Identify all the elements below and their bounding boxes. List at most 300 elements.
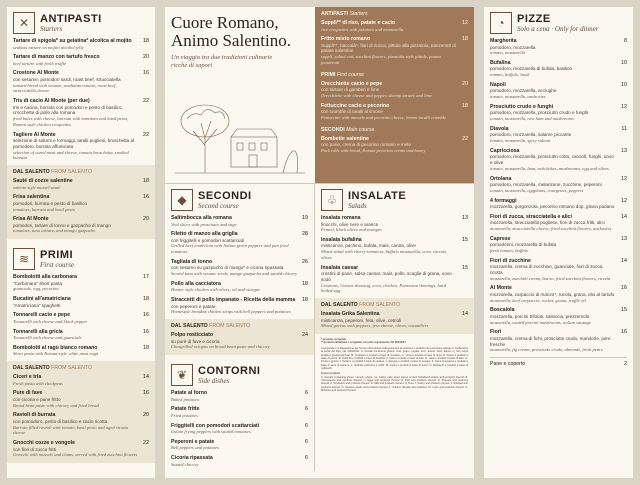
item-name: Tartare di spigola* su gelatina* alcolica al mojito <box>13 38 132 44</box>
item-name: Tagliata di tonno <box>171 258 213 265</box>
antipasti-header <box>7 7 155 38</box>
item-translation: tomato, buffalo, basil <box>490 72 530 78</box>
item-description: mozzarella, carpaccio di manzo*, rucola, grana, olio al tartufo <box>490 291 615 297</box>
item-price: 8 <box>624 38 627 44</box>
item-price: 19 <box>302 215 308 221</box>
item-translation: Mixed salad with cherry tomatoes, buffalo mozzarella, corn, carrots, olives <box>321 249 448 260</box>
item-translation: Bell peppers and potatoes <box>171 445 219 451</box>
item-description: pomodoro, mozzarella <box>490 44 536 50</box>
menu-item <box>321 36 468 65</box>
item-name: 4 formaggi <box>490 197 517 204</box>
item-translation: salento style mussel sauté <box>13 184 61 190</box>
section-subtitle: Salads <box>348 202 367 210</box>
menu-item <box>7 329 155 341</box>
section-title: SECONDI <box>198 190 252 202</box>
band-title: DAL SALENTO FROM SALENTO <box>321 302 400 309</box>
item-translation: Homestyle breaded chicken strips with bell peppers and potatoes <box>171 309 291 315</box>
item-name: Fiori di zucchine <box>490 257 531 264</box>
item-description: mozzarella, gorgonzola, pecorino romano dop, grana padano <box>490 204 615 210</box>
item-name: Insalata Grika Salentina <box>321 311 380 318</box>
item-name: Tonnarelli alla gricia <box>13 328 63 335</box>
item-translation: tomatoes, burrata and basil pesto <box>13 206 75 212</box>
menu-item <box>315 215 474 233</box>
item-translation: Tonnarelli with cheese and guanciale <box>13 335 82 341</box>
menu-item <box>315 265 474 294</box>
right-primi-head: PRIMI First course <box>321 71 364 78</box>
menu-item <box>321 81 468 99</box>
menu-item <box>7 440 155 458</box>
item-description: pomodori, burrata e pesto di basilico <box>13 200 88 206</box>
antipasti-salento-band <box>7 165 155 239</box>
right-secondi-head: SECONDI Main course <box>321 126 375 133</box>
menu-item <box>484 38 633 56</box>
item-name: Diavola <box>490 125 509 132</box>
item-name: Gnocchi cozze e vongole <box>13 440 75 447</box>
item-description: con fiori di zucca fritti <box>13 446 56 452</box>
menu-item <box>7 296 155 308</box>
item-name: Fiori di zucca, stracciatella e alici <box>490 213 572 220</box>
insalate-salento-band <box>315 298 474 334</box>
item-price: 16 <box>621 285 627 292</box>
lower-row <box>165 183 474 471</box>
item-description: pomodori, tartare di tonno e gazpacho di mango <box>13 222 111 228</box>
item-translation: tomatoes, tuna tartare, and mango gazpacho <box>13 228 96 234</box>
item-price: 20 <box>462 80 468 87</box>
menu-item <box>7 274 155 292</box>
item-name: Friggitelli con pomodori scattarciati <box>171 422 260 429</box>
item-translation: seabass tartare on mojito alcohol jelly <box>13 44 84 50</box>
menu-item <box>484 104 633 122</box>
menu-item <box>7 132 155 161</box>
item-name: Tris di cacio Al Monte (per due) <box>13 98 90 105</box>
contorni-list <box>165 390 314 467</box>
item-price: 11 <box>621 125 627 132</box>
item-price: 22 <box>143 98 149 105</box>
item-description: con friggitelli e pomodori scattarciati <box>171 237 245 243</box>
menu-item <box>321 20 468 32</box>
item-translation: guanciale, egg, pecorino <box>13 286 59 292</box>
item-translation: Burrata filled ravioli with tomato, basil pesto and aged ricotta cheese <box>13 424 129 436</box>
secondi-header <box>165 184 314 215</box>
item-price: 6 <box>305 438 308 445</box>
menu-item <box>165 215 314 227</box>
item-translation: toasted bread with sesame, sardinian tomato, roast beef, stracciatella cheese <box>13 82 117 94</box>
item-price: 10 <box>621 59 627 66</box>
insalate-header <box>315 184 474 215</box>
item-price: 14 <box>621 257 627 264</box>
band-title: DAL SALENTO FROM SALENTO <box>13 169 92 176</box>
item-translation: tomato, mozzarella, anchovies <box>490 94 546 100</box>
item-name: Insalata romana <box>321 215 361 221</box>
item-price: 15 <box>462 236 468 243</box>
menu-item <box>484 285 633 303</box>
item-translation: fresh tomato, buffalo <box>490 247 529 253</box>
legal-en-body: A. Cereals containing gluten, namely: wheat, rye, barley, oats, spelt, kamut or their hybridised strains, and products thereof. B. Crustaceans and products thereof. C. Eggs and products thereof. D. Fish and products thereof. E. Peanuts and products thereof. F. Soybeans and products thereof. G. Milk and products thereof. H. Nuts. I. Celery and products thereof. J. Mustard and products thereof. K. Sesame seeds and products thereof. L. Sulphur dioxide and sulphites. M. Lupin and products thereof. N. Molluscs and products thereof. <box>321 375 468 393</box>
item-name: Bombolotti al ragù bianco romano <box>13 344 98 351</box>
item-translation: tomato, mozzarella, ham, artichokes, mushrooms, egg and olives <box>490 165 609 171</box>
salad-icon: ♧ <box>321 189 343 211</box>
menu-item <box>484 236 633 254</box>
menu-item <box>165 332 314 350</box>
item-translation: Croutons, Caesar dressing, corn, chicken, Parmesan shavings, hard boiled egg <box>321 282 447 294</box>
item-description: crostini di pane, salsa caesar, mais, pollo, scaglie di grana, uovo sodo <box>321 271 452 282</box>
item-price: 6 <box>305 422 308 429</box>
item-price: 16 <box>621 329 627 336</box>
antipasti-list <box>7 38 155 161</box>
item-price: 18 <box>302 280 308 287</box>
right-menu-panel <box>484 7 633 478</box>
item-description: con pomodoro, pesto di basilico e cacio ricotta <box>13 418 108 424</box>
item-price: 18 <box>143 38 149 44</box>
legal-body: Il personale è a disposizione per fornire informazioni sulla presenza di sostanze o prodotti che provocano allergie o intolleranze ai sensi del Reg. UE 1169/2011. A. Cereali contenenti glutine, cioè: grano, segale, orzo, avena, farro, kamut o i loro ceppi ibridati e prodotti derivati. B. Crostacei e prodotti a base di crostacei. C. Uova e prodotti a base di uova. D. Pesce e prodotti a base di pesce. E. Arachidi e prodotti a base di arachidi. F. Soia e prodotti a base di soia. G. Latte e prodotti a base di latte. H. Frutta a guscio. I. Sedano e prodotti a base di sedano. J. Senape e prodotti a base di senape. K. Semi di sesamo e prodotti a base di semi di sesamo. L. Anidride solforosa e solfiti. M. Lupini e prodotti a base di lupini. N. Molluschi e prodotti a base di molluschi. <box>321 346 468 370</box>
menu-item <box>165 231 314 255</box>
item-price: 6 <box>305 390 308 397</box>
item-name: Bufalina <box>490 59 511 66</box>
primi-header <box>7 243 155 274</box>
item-name: Sauté di cozze salentine <box>13 178 73 185</box>
item-price: 24 <box>302 332 308 339</box>
menu-item <box>7 38 155 50</box>
menu-item <box>165 281 314 293</box>
secondi-band-list <box>165 332 314 350</box>
menu-item <box>7 194 155 212</box>
section-subtitle: Starters <box>40 25 63 33</box>
item-name: Saltimbocca alla romana <box>171 215 232 221</box>
item-description: misticanza, pachino, bufala, mais, carota, olive <box>321 243 416 249</box>
item-name: Bombolotti alla carbonara <box>13 274 77 281</box>
menu-item <box>321 103 468 121</box>
item-price: 18 <box>143 296 149 303</box>
item-name: Crostone Al Monte <box>13 70 59 77</box>
menu-item <box>315 311 474 329</box>
menu-item <box>484 148 633 172</box>
item-description: mozzarella, crema di zucchine, guanciale, fiori di zucca, ricotta <box>490 264 604 275</box>
item-translation: Hunter style chicken with olives, oil and vinegar <box>171 287 261 293</box>
secondi-list <box>165 215 314 315</box>
item-price: 18 <box>143 344 149 351</box>
menu-item <box>7 216 155 234</box>
hero-right-brown <box>315 7 474 183</box>
item-description: con sesame, pomodori sardi, roast beef, stracciatella <box>13 76 121 82</box>
menu-item <box>484 60 633 78</box>
right-antipasti-list <box>321 20 468 66</box>
right-secondi-list <box>321 136 468 154</box>
item-translation: Italian frying peppers with sautéd tomatoes <box>171 429 252 435</box>
item-name: Caprese <box>490 235 511 242</box>
menu-item <box>484 198 633 210</box>
item-translation: mozzarella, fig cream, prosciutto crudo, almonds, fresh pears <box>490 347 603 353</box>
item-name: Bombette salentine <box>321 135 369 142</box>
cover-charge: Pane e coperto 2 <box>490 361 627 368</box>
item-description: "Amatriciana" spaghetti <box>13 302 61 308</box>
menu-item <box>484 307 633 325</box>
secondi-salento-band <box>165 319 314 355</box>
section-title: INSALATE <box>348 190 407 202</box>
item-name: Margherita <box>490 38 517 44</box>
pizza-icon: ◔ <box>490 12 512 34</box>
item-name: Supplì** di riso, patate e cacio <box>321 20 396 26</box>
secondi-column <box>165 184 315 471</box>
item-translation: Short pasta with Roman-style white meat ragù <box>13 351 99 357</box>
item-translation: tomato, mozzarella, eggplants, courgettes, peppers <box>490 187 584 193</box>
section-subtitle: Second course <box>198 202 239 210</box>
item-name: Napoli <box>490 81 506 88</box>
item-name: Ortolana <box>490 175 512 182</box>
item-name: Capricciosa <box>490 147 520 154</box>
item-translation: mozzarella, stracciatella cheese, fried zucchini flowers, anchovies <box>490 225 612 231</box>
item-price: 12 <box>621 103 627 110</box>
item-translation: Fresh pasta with chickpeas <box>13 380 63 386</box>
item-description: misticanza, peperoni, feta, olive, cetrioli <box>321 317 402 323</box>
antipasti-band-list <box>7 178 155 234</box>
pizze-header <box>484 7 633 38</box>
right-primi-list <box>321 81 468 121</box>
menu-item <box>165 259 314 277</box>
item-description: "Carbonara" short pasta <box>13 280 62 286</box>
legal-head: * prodotto congelato ** prodotto abbattuto e congelato secondo regolamento CE 853/2004 <box>321 338 406 345</box>
menu-item <box>484 176 633 194</box>
item-name: Patate al forno <box>171 390 208 397</box>
item-description: con peperoni e patate <box>171 303 216 309</box>
item-name: Polpo rosticciato <box>171 332 214 339</box>
item-description: pomodoro, mozzarella, melanzane, zucchine, peperoni <box>490 182 602 188</box>
item-translation: Broad bean paste with chicory and fried bread <box>13 402 99 408</box>
item-translation: selection of cured meat and cheese, tomato bruschetta, smoked burrata <box>13 149 129 161</box>
section-subtitle: Side dishes <box>198 377 230 386</box>
menu-item <box>321 136 468 154</box>
item-price: 13 <box>621 235 627 242</box>
item-description: mozzarella, porcini trifolati, salsiccia, prezzemolo <box>490 313 590 319</box>
item-price: 16 <box>143 390 149 397</box>
menu-item <box>7 312 155 324</box>
item-name: Tonnarelli cacio e pepe <box>13 312 70 319</box>
primi-band-list <box>7 374 155 458</box>
item-price: 16 <box>143 194 149 201</box>
item-price: 13 <box>462 215 468 221</box>
item-price: 15 <box>621 307 627 314</box>
item-translation: Baked potatoes <box>171 396 200 402</box>
item-description: mozzarella, stracciatella pugliese, fiori di zucca fritti, alici <box>490 220 605 226</box>
menu-item <box>7 98 155 127</box>
item-translation: Orecchiette with cheese and pepper, shrimp tartare and lime <box>321 92 433 98</box>
item-price: 16 <box>143 328 149 335</box>
item-price: 14 <box>621 213 627 220</box>
menu-item <box>484 214 633 232</box>
legal-en-head: Frozen product <box>321 372 340 376</box>
band-title: DAL SALENTO FROM SALENTO <box>171 323 250 330</box>
item-price: 20 <box>143 216 149 223</box>
item-translation: mozzarella, zucchini cream, bacon, fried zucchini flowers, ricotta <box>490 275 611 281</box>
section-title: PRIMI <box>40 249 74 262</box>
item-description: pomodoro, mozzarella, prosciutto cotto, carciofi, funghi, uovo e olive <box>490 154 614 166</box>
item-price: 26 <box>302 258 308 265</box>
divider <box>490 357 627 358</box>
menu-item <box>484 258 633 282</box>
item-name: Tartare di manzo con tartufo fresco <box>13 54 100 61</box>
item-description: Supplì**, baccalà*, fiori di zucca, pittule alla pizzaiola, panzerotti di patate salentine <box>321 42 456 54</box>
item-name: Insalata bufalina <box>321 236 362 243</box>
insalate-column <box>315 184 474 471</box>
item-price: 14 <box>143 374 149 381</box>
item-name: Fritto misto romano <box>321 36 370 43</box>
hero-title: Cuore Romano, Animo Salentino. <box>171 13 291 51</box>
menu-item <box>165 297 314 315</box>
menu-item <box>7 345 155 357</box>
menu-item <box>315 237 474 261</box>
item-translation: Mixed greens with peppers, feta cheese, olives, cucumbers <box>321 323 429 329</box>
item-translation: Seared tuna with sesame seeds, mango gazpacho and sautéd chicory <box>171 271 298 277</box>
item-description: tris e cacina, burrata con pomodori e pesto di basilico, crocchette di pollo alla romana <box>13 104 123 116</box>
item-price: 18 <box>462 36 468 43</box>
item-description: pomodoro, mozzarella di bufala, basilico <box>490 66 572 72</box>
item-price: 13 <box>621 147 627 154</box>
item-name: Straccetti di pollo impanato - Ricetta della mamma <box>171 297 296 304</box>
section-title: PIZZE <box>517 13 551 25</box>
item-price: 28 <box>302 231 308 238</box>
item-translation: Sautéd chicory <box>171 461 199 467</box>
item-price: 12 <box>621 175 627 182</box>
item-price: 20 <box>143 412 149 419</box>
item-name: Ciceri e tria <box>13 374 42 381</box>
primi-salento-band <box>7 361 155 463</box>
cutlery-icon: ✕ <box>13 12 35 34</box>
item-description: con crumble di taralli al limone <box>321 109 383 115</box>
pasta-icon: ≋ <box>13 248 35 270</box>
menu-item <box>484 329 633 353</box>
item-description: con cicoria e pane fritto <box>13 396 61 402</box>
hero-tagline: Un viaggio tra due tradizioni culinarie ricche di sapori <box>171 53 273 70</box>
item-description: mozzarella, crema di fichi, prosciutto crudo, mandorle, pere fresche <box>490 335 611 347</box>
item-description: finocchi, olive nere e arance <box>321 221 379 227</box>
item-name: Insalata caesar <box>321 264 359 271</box>
item-price: 18 <box>302 297 308 304</box>
center-menu-panel <box>165 7 474 478</box>
hero-row <box>165 7 474 183</box>
menu-item <box>7 390 155 408</box>
item-price: 12 <box>621 197 627 204</box>
insalate-band-list <box>315 311 474 329</box>
item-description: pomodorini, mozzarella di bufala <box>490 242 557 248</box>
item-description: pomodoro, mozzarella, salame piccante <box>490 132 572 138</box>
item-price: 18 <box>143 178 149 185</box>
item-price: 16 <box>143 70 149 77</box>
item-price: 10 <box>621 81 627 88</box>
item-translation: Veal slices with prosciutto and sage <box>171 221 237 227</box>
item-price: 14 <box>462 311 468 318</box>
section-subtitle: First course <box>40 261 75 270</box>
menu-item <box>165 406 314 418</box>
item-translation: tomato, mozzarella, raw ham and mushrooms <box>490 116 574 122</box>
item-price: 16 <box>143 312 149 319</box>
menu-item <box>165 455 314 467</box>
item-translation: supplì, salted cod, zucchini flowers, pizzaiola style pittule, potato panzerotti <box>321 54 441 65</box>
item-price: 22 <box>462 135 468 142</box>
item-description: con tartare di gamberi e lime <box>321 87 380 93</box>
menu-item <box>7 374 155 386</box>
item-translation: Grilled beef tenderloin with Italian green peppers and pan fried tomatoes <box>171 243 289 255</box>
item-name: Ravioli di burrata <box>13 412 56 419</box>
item-translation: Fennel, black olives and oranges <box>321 227 382 233</box>
menu-item <box>165 439 314 451</box>
item-name: Pure di fave <box>13 390 43 397</box>
item-price: 6 <box>305 406 308 413</box>
potato-icon: ❦ <box>171 364 193 386</box>
menu-item <box>484 82 633 100</box>
item-description: selezione di salumi e formaggi, taralli pugliesi, bruschetta al pomodoro, burrata affumicata <box>13 138 135 149</box>
menu-item <box>7 54 155 66</box>
item-name: Orecchiette cacio e pepe <box>321 80 383 87</box>
item-price: 20 <box>143 54 149 61</box>
item-description: pomodoro, mozzarella, prosciutto crudo e funghi <box>490 110 589 116</box>
item-name: Tagliere Al Monte <box>13 131 56 138</box>
item-name: Fiorì <box>490 329 502 336</box>
item-translation: Pork rolls with bread, Roman pecorino cream and honey <box>321 147 426 153</box>
item-name: Frisa Al Monte <box>13 216 49 223</box>
item-name: Al Monte <box>490 285 512 292</box>
item-translation: Fried potatoes <box>171 412 198 418</box>
insalate-list <box>315 215 474 294</box>
item-name: Fettuccine cacio e pecorino <box>321 102 390 109</box>
item-translation: mozzarella, beef carpaccio, rocket, grana, truffle oil <box>490 297 586 303</box>
item-name: Frisa salentina <box>13 194 50 201</box>
item-translation: Fettuccine with mussels and pecorino cheese, lemon taralli crumble <box>321 114 447 120</box>
item-name: Cicoria ripassata <box>171 455 213 462</box>
menu-item <box>7 70 155 94</box>
menu-item <box>7 412 155 436</box>
item-price: 22 <box>143 131 149 138</box>
item-price: 17 <box>143 274 149 281</box>
band-title: DAL SALENTO FROM SALENTO <box>13 365 92 372</box>
item-price: 12 <box>462 20 468 26</box>
item-translation: Tonnarelli with cheese and black pepper <box>13 318 88 324</box>
menu-item <box>484 126 633 144</box>
item-description: pomodoro, mozzarella, acciughe <box>490 88 557 94</box>
item-name: Peperoni e patate <box>171 438 215 445</box>
item-name: Pollo alla cacciatora <box>171 280 221 287</box>
item-translation: tomato, mozzarella, spicy salami <box>490 138 551 144</box>
tree-illustration <box>165 83 315 183</box>
item-translation: tomato, mozzarella <box>490 50 526 56</box>
menu-item <box>165 390 314 402</box>
item-price: 22 <box>143 440 149 447</box>
left-menu-panel <box>7 7 155 478</box>
menu-item <box>165 423 314 435</box>
item-translation: Chargrilled octopus on broad bean paste and chicory <box>171 344 270 350</box>
item-name: Prosciutto crudo e funghi <box>490 103 554 110</box>
item-translation: mozzarella, sautéd porcini mushrooms, italian sausage <box>490 319 591 325</box>
meat-icon: ◆ <box>171 189 193 211</box>
item-translation: Gnocchi with mussels and clams, served with fried zucchini flowers <box>13 452 138 458</box>
menu-item <box>7 178 155 190</box>
item-translation: beef tartare with fresh truffle <box>13 60 66 66</box>
item-description: su purè di fave e cicoria <box>171 338 220 344</box>
item-translation: fried bates with cheese, burrata with tomatoes and basil pesto, Roman style chicken croquettes <box>13 116 129 127</box>
item-name: Filetto di manzo alla griglia <box>171 231 238 238</box>
item-name: Boscaiola <box>490 307 515 314</box>
item-price: 18 <box>462 102 468 109</box>
right-antipasti-head: ANTIPASTI Starters <box>321 11 368 17</box>
pizze-list <box>484 38 633 353</box>
contorni-header <box>165 359 314 390</box>
item-name: Bucatini all'amatriciana <box>13 296 71 303</box>
primi-list <box>7 274 155 357</box>
item-name: Patate fritte <box>171 406 200 413</box>
section-title: CONTORNI <box>198 365 261 378</box>
item-price: 6 <box>305 455 308 462</box>
hero-left <box>165 7 315 183</box>
item-description: con pane, crema di pecorino romano e mele <box>321 142 411 148</box>
item-price: 15 <box>462 264 468 271</box>
